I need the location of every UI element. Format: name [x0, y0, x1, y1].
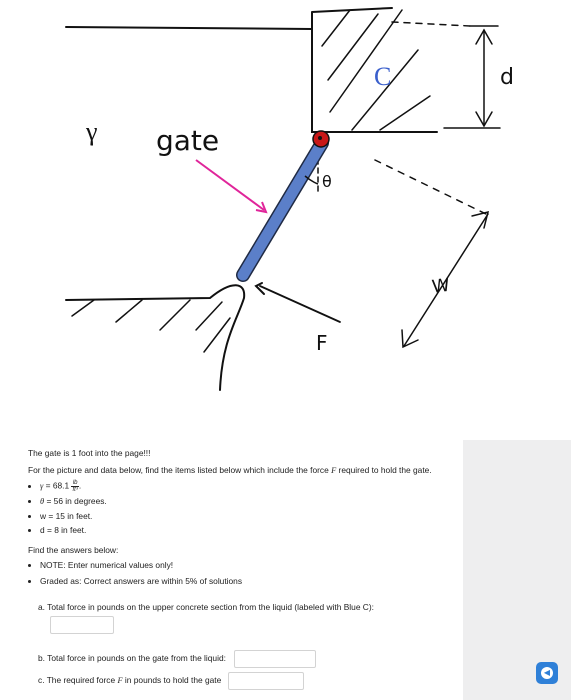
w-label: W [430, 274, 452, 299]
answer-a-input[interactable] [50, 616, 114, 634]
given-w: • w = 15 in feet. [40, 511, 458, 522]
question-b-text: b. Total force in pounds on the gate from the liquid: [38, 653, 226, 664]
notes-list [28, 560, 458, 588]
liquid-surface-line [66, 27, 312, 29]
gate-bar-fill [243, 143, 322, 275]
intro-line-1: The gate is 1 foot into the page!!! [28, 448, 151, 458]
concrete-c-label: C [374, 62, 392, 91]
scroll-toggle-button[interactable] [536, 662, 558, 684]
intro-line-2: For the picture and data below, find the items listed below which include the force F required to hold the gate. [28, 464, 432, 475]
question-a-text: a. Total force in pounds on the upper concrete section from the liquid (labeled with Blue C): [38, 602, 374, 613]
answer-c-input[interactable] [228, 672, 304, 690]
force-f-arrowhead [256, 283, 264, 294]
question-b [28, 650, 458, 668]
gate-pointer-arrow [196, 160, 264, 210]
given-theta: • θ = 56 in degrees. [40, 496, 458, 508]
find-header: Find the answers below: [28, 544, 119, 555]
answer-b-input[interactable] [234, 650, 316, 668]
gamma-label: γ [86, 117, 98, 146]
question-a [28, 602, 458, 634]
question-c-text-a: c. The required force [38, 675, 116, 686]
given-values-list [28, 480, 458, 536]
force-symbol-c: F [117, 676, 123, 686]
question-c-text-b: in pounds to hold the gate [124, 675, 222, 686]
chevron-left-icon: ◀ [541, 667, 553, 679]
ground-hatch [72, 300, 230, 352]
given-d: • d = 8 in feet. [40, 525, 458, 536]
note-numerical: • NOTE: Enter numerical values only! [40, 560, 458, 571]
dashed-diagonal-line [375, 160, 486, 214]
force-symbol: F [331, 465, 337, 475]
d-label: d [500, 65, 514, 90]
gate-label: gate [156, 124, 220, 157]
right-sidebar-panel [463, 440, 571, 700]
problem-content [28, 448, 458, 690]
theta-label: θ [322, 172, 332, 191]
given-gamma: • γ = 68.1 $\frac{lb}{\text{ft³}}$ . [40, 480, 458, 493]
question-c [28, 672, 458, 690]
force-f-arrow-line [260, 286, 340, 322]
f-label: F [316, 331, 328, 355]
note-graded: • Graded as: Correct answers are within 5% of solutions [40, 576, 458, 587]
gamma-unit: $\frac{lb}{\text{ft³}}$ [72, 479, 78, 493]
dashed-top-line [392, 22, 470, 26]
